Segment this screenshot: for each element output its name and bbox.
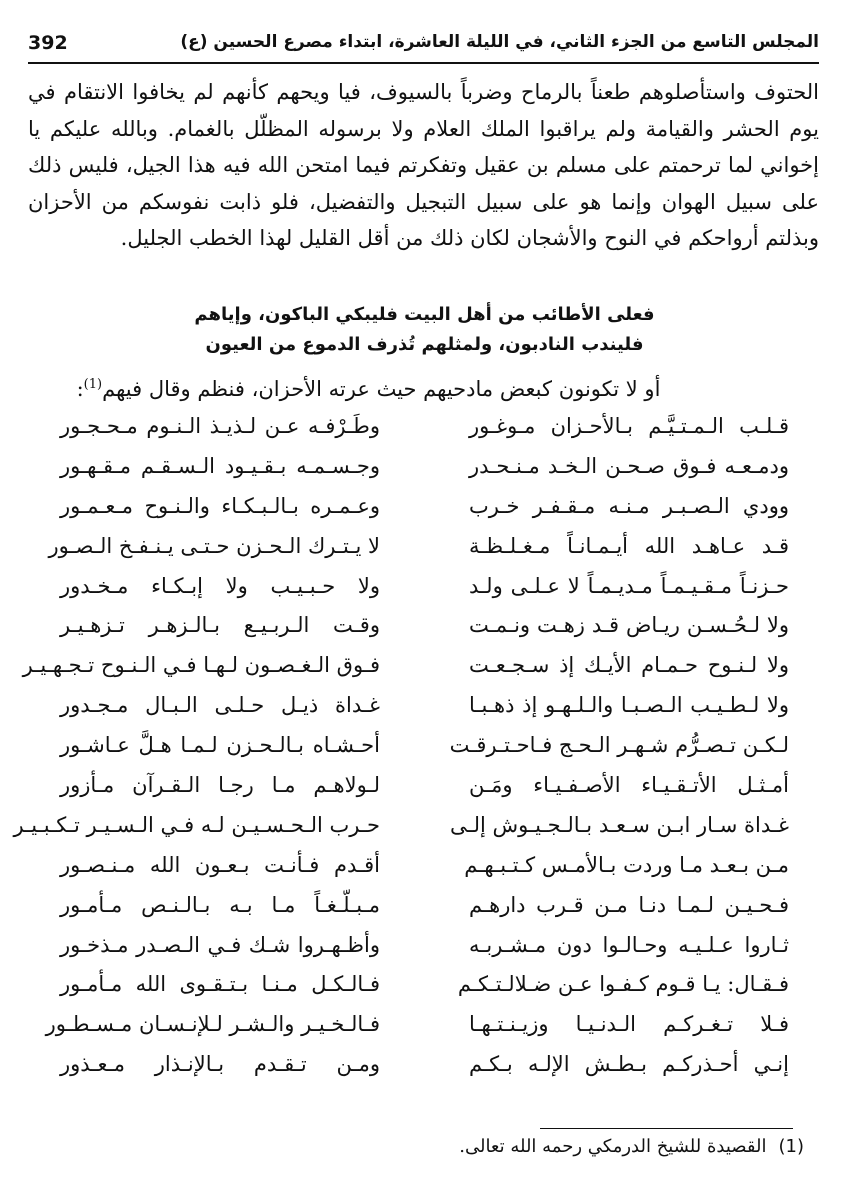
footnote-reference: (1) [83, 377, 103, 392]
poem [13, 408, 789, 1086]
verse-second-hemistich: لا يـتـرك الـحـزن حـتـى يـنـفـخ الـصـور [48, 533, 380, 558]
verse-second-hemistich: فـوق الـغـصـون لـهـا فـي الـنـوح تـجـهـيـر [22, 653, 380, 678]
verse-first-hemistich: مـن بـعـد مـا وردت بـالأمـس كـتـبـهـم [464, 852, 789, 877]
verse-first-hemistich: لـكـن تـصـرُّم شـهـر الـحـج فـاحـتـرقـت [449, 733, 789, 758]
verse-second-hemistich: وأظـهـروا شـك فـي الـصـدر مـذخـور [60, 932, 380, 957]
verse-second-hemistich: حـرب الـحـسـيـن لـه فـي الـسـيـر تـكـبـيـر [13, 812, 380, 837]
poem-verse [60, 887, 789, 927]
poem-verse [60, 488, 789, 528]
poem-verse [60, 727, 789, 767]
poem-verse [60, 687, 789, 727]
verse-second-hemistich: أحـشـاه بـالـحـزن لـمـا هـلَّ عـاشـور [60, 733, 380, 758]
poem-verse [60, 966, 789, 1006]
verse-first-hemistich: فـقـال: يـا قـوم كـفـوا عـن ضـلالـتـكـم [457, 972, 789, 997]
verse-second-hemistich: غـداة ذيـل حـلـى الـبـال مـجـدور [60, 693, 380, 718]
verse-second-hemistich: مـبـلّـغـاً مـا بـه بـالـنـص مـأمـور [60, 892, 380, 917]
verse-first-hemistich: ولا لـنـوح حـمـام الأيـك إذ سـجـعـت [469, 653, 789, 678]
verse-first-hemistich: قـد عـاهـد الله أيـمـانـاً مـغـلـظـة [469, 533, 789, 558]
footnote-rule [540, 1128, 793, 1129]
quoted-passage [100, 300, 749, 360]
intro-suffix: : [76, 377, 84, 401]
poem-verse [60, 408, 789, 448]
verse-first-hemistich: فـحـيـن لـمـا دنـا مـن قـرب دارهـم [469, 892, 789, 917]
verse-second-hemistich: فـالـكـل مـنـا بـتـقـوى الله مـأمـور [60, 972, 380, 997]
poem-verse [22, 647, 789, 687]
verse-second-hemistich: ولا حـبـيـب ولا إبـكـاء مـخـدور [60, 573, 380, 598]
poem-verse [60, 927, 789, 967]
poem-verse [60, 568, 789, 608]
running-title: المجلس التاسع من الجزء الثاني، في الليلة العاشرة، ابتداء مصرع الحسين (ع) [180, 32, 819, 52]
footnote-text: القصيدة للشيخ الدرمكي رحمه الله تعالى. [459, 1136, 767, 1157]
page-header [28, 28, 819, 62]
verse-second-hemistich: لـولاهـم مـا رجـا الـقـرآن مـأزور [60, 773, 380, 798]
poem-verse [48, 528, 789, 568]
verse-first-hemistich: ولا لـطـيـب الـصـبـا والـلـهـو إذ ذهـبـا [469, 693, 789, 718]
verse-first-hemistich: ولا لـحُـسـن ريـاض قـد زهـت ونـمـت [469, 613, 789, 638]
paragraph-text: الحتوف واستأصلوهم طعناً بالرماح وضرباً بالسيوف، فيا ويحهم كأنهم لم يخافوا الانتقام في يوم الحشر والقيامة ولم يراقبوا الملك العلام ولا برسوله المظلّل بالغمام. وبالله عليكم يا إخواني لما ترحمتم على مسلم بن عقيل وتفكرتم فيما امتحن الله فيه هذا الجيل، فليس ذلك على سبيل الهوان وإنما هو على سبيل التبجيل والتفضيل، فلو ذابت نفوسكم من الأحزان وبذلتم أرواحكم في النوح والأشجان لكان ذلك من أقل القليل لهذا الخطب الجليل. [28, 80, 819, 250]
verse-second-hemistich: وجـسـمـه بـقـيـود الـسـقـم مـقـهـور [60, 453, 380, 478]
poem-verse [45, 1006, 789, 1046]
verse-second-hemistich: وطَـرْفـه عـن لـذيـذ الـنـوم مـحـجـور [60, 414, 380, 438]
verse-first-hemistich: إنـي أحـذركـم بـطـش الإلـه بـكـم [469, 1052, 789, 1077]
verse-second-hemistich: أقـدم فـأنـت بـعـون الله مـنـصـور [60, 852, 380, 877]
verse-first-hemistich: قـلـب الـمـتـيَّـم بـالأحـزان مـوغـور [469, 414, 789, 438]
verse-first-hemistich: حـزنـاً مـقـيـمـاً مـديـمـاً لا عـلـى ولـد [469, 573, 789, 598]
poem-verse [60, 767, 789, 807]
header-rule [28, 62, 819, 64]
body-paragraph [28, 74, 819, 257]
poem-verse [13, 807, 789, 847]
verse-first-hemistich: غـداة سـار ابـن سـعـد بـالـجـيـوش إلـى [449, 812, 789, 837]
poem-verse [60, 448, 789, 488]
verse-second-hemistich: ومـن تـقـدم بـالإنـذار مـعـذور [60, 1052, 380, 1077]
verse-first-hemistich: فـلا تـغـركـم الـدنـيـا وزيـنـتـهـا [469, 1012, 789, 1037]
footnote [459, 1134, 804, 1160]
footnote-marker: (1) [778, 1136, 804, 1157]
poem-verse [60, 847, 789, 887]
intro-text: أو لا تكونون كبعض مادحيهم حيث عرته الأحزان، فنظم وقال فيهم [102, 377, 661, 401]
verse-second-hemistich: فـالـخـيـر والـشـر لـلإنـسـان مـسـطـور [45, 1012, 380, 1037]
poem-verse [60, 607, 789, 647]
verse-first-hemistich: وودي الـصـبـر مـنـه مـقـفـر خـرب [469, 493, 789, 518]
quote-line: فليندب النادبون، ولمثلهم تُذرف الدموع من العيون [205, 334, 644, 355]
quote-line: فعلى الأطائب من أهل البيت فليبكي الباكون، وإياهم [194, 304, 655, 325]
verse-first-hemistich: أمـثـل الأتـقـيـاء الأصـفـيـاء ومَـن [469, 773, 789, 798]
verse-second-hemistich: وقـت الـربـيـع بـالـزهـر تـزهـيـر [60, 613, 380, 638]
verse-second-hemistich: وعـمـره بـالـبـكـاء والـنـوح مـعـمـور [60, 493, 380, 518]
verse-first-hemistich: ودمـعـه فـوق صـحـن الـخـد مـنـحـدر [469, 453, 789, 478]
poem-verse [60, 1046, 789, 1086]
verse-first-hemistich: ثـاروا عـلـيـه وحـالـوا دون مـشـربـه [469, 932, 789, 957]
page-number: 392 [28, 32, 68, 54]
poem-introduction [28, 368, 709, 406]
